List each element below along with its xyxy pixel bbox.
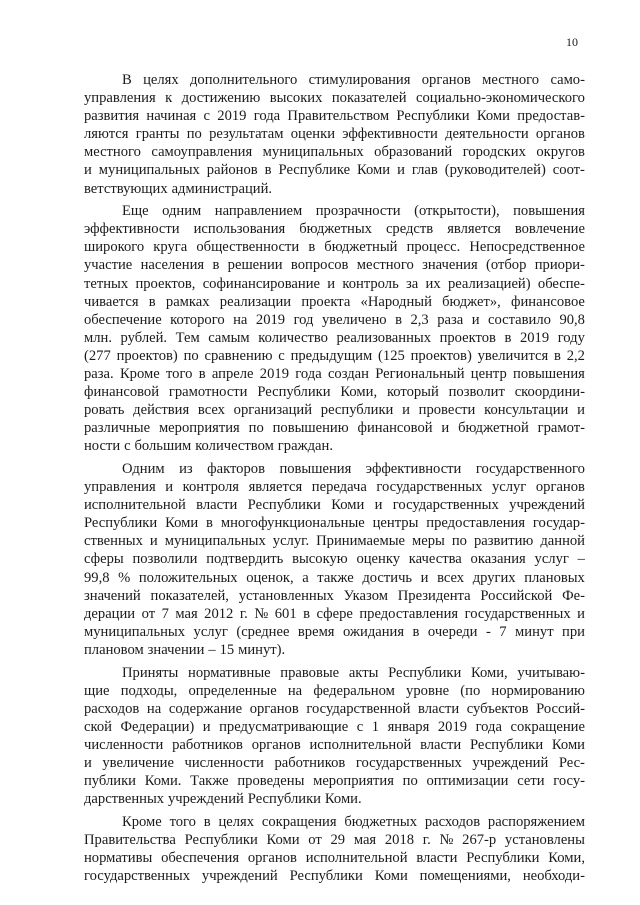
text-line: Правительства Республики Коми от 29 мая 2018 г. № 267-р установлены (84, 831, 585, 848)
text-line: публики Коми. Также проведены мероприятия по оптимизации сети госу- (84, 773, 585, 790)
paragraph (84, 664, 585, 809)
text-line: 99,8 % положительных оценок, а также достичь и всех других плановых (84, 569, 585, 586)
text-line: (277 проектов) по сравнению с предыдущим (125 проектов) увеличится в 2,2 (84, 347, 585, 364)
text-line: участие населения в решении вопросов местного значения (отбор приори- (84, 257, 585, 274)
text-line: ственных и муниципальных услуг. Принимаемые меры по развитию данной (84, 533, 585, 550)
text-line: чивается в рамках реализации проекта «Народный бюджет», финансовое (84, 293, 585, 310)
text-line: расходов на содержание органов государственной власти субъектов Россий- (84, 700, 585, 717)
paragraph (84, 460, 585, 659)
text-line: обеспечение которого на 2019 год увеличено в 2,3 раза и составило 90,8 (84, 311, 585, 328)
text-line: дарственных учреждений Республики Коми. (84, 791, 362, 808)
paragraph (84, 202, 585, 455)
text-line: развития начиная с 2019 года Правительством Республики Коми предостав- (84, 108, 585, 125)
text-line: управления к достижению высоких показателей социально-экономического (84, 90, 585, 107)
text-line: муниципальных услуг (среднее время ожидания в очереди - 7 минут при (84, 623, 585, 640)
text-line: Одним из факторов повышения эффективности государственного (122, 460, 585, 477)
text-line: исполнительной власти Республики Коми и государственных учреждений (84, 497, 585, 514)
page-number: 10 (566, 35, 578, 49)
text-line: Приняты нормативные правовые акты Республики Коми, учитываю- (122, 664, 585, 681)
text-line: раза. Кроме того в апреле 2019 года создан Региональный центр повышения (84, 366, 585, 382)
text-line: Еще одним направлением прозрачности (открытости), повышения (122, 203, 585, 220)
text-line: государственных учреждений Республики Коми помещениями, необходи- (84, 868, 585, 885)
text-line: тетных проектов, софинансирование и контроль за их реализацией) обеспе- (84, 275, 585, 292)
text-line: ности с большим количеством граждан. (84, 438, 333, 455)
text-line: Кроме того в целях сокращения бюджетных расходов распоряжением (122, 813, 585, 830)
text-line: численности работников органов исполнительной власти Республики Коми (84, 736, 585, 753)
text-line: дерации от 7 мая 2012 г. № 601 в сфере предоставления государственных и (84, 605, 585, 622)
text-line: Республики Коми в многофункциональные центры предоставления государ- (84, 515, 585, 532)
text-line: значений показателей, установленных Указом Президента Российской Фе- (84, 587, 585, 604)
text-line: сферы позволили подтвердить высокую оценку качества оказания услуг – (84, 551, 585, 568)
text-line: ской Федерации) и предусматривающие с 1 января 2019 года сокращение (84, 718, 585, 735)
text-line: щие подходы, определенные на федеральном уровне (по нормированию (84, 682, 585, 699)
text-line: эффективности использования бюджетных средств является вовлечение (84, 221, 585, 238)
text-line: ровать действия всех организаций республики и провести консультации и (84, 402, 585, 419)
text-line: В целях дополнительного стимулирования органов местного само- (122, 72, 585, 88)
text-line: ветствующих администраций. (84, 180, 273, 197)
text-line: различные мероприятия по повышению финансовой и бюджетной грамот- (84, 420, 585, 437)
document-body (84, 71, 585, 885)
paragraph (84, 813, 585, 885)
text-line: млн. рублей. Тем самым количество реализованных проектов в 2019 году (84, 329, 585, 346)
text-line: и муниципальных районов в Республике Коми и глав (руководителей) соот- (84, 162, 585, 179)
text-line: ляются гранты по результатам оценки эффективности деятельности органов (84, 126, 585, 143)
text-line: широкого круга общественности в бюджетный процесс. Непосредственное (84, 239, 585, 256)
text-line: и увеличение численности работников государственных учреждений Рес- (84, 754, 585, 771)
text-line: местного самоуправления муниципальных образований городских округов (84, 144, 585, 161)
text-line: управления и контроля является передача государственных услуг органов (84, 479, 585, 496)
text-line: плановом значении – 15 минут). (84, 641, 286, 658)
paragraph (84, 71, 585, 198)
text-line: нормативы обеспечения органов исполнительной власти Республики Коми, (84, 849, 585, 866)
text-line: финансовой грамотности Республики Коми, который позволит скоордини- (84, 384, 585, 401)
